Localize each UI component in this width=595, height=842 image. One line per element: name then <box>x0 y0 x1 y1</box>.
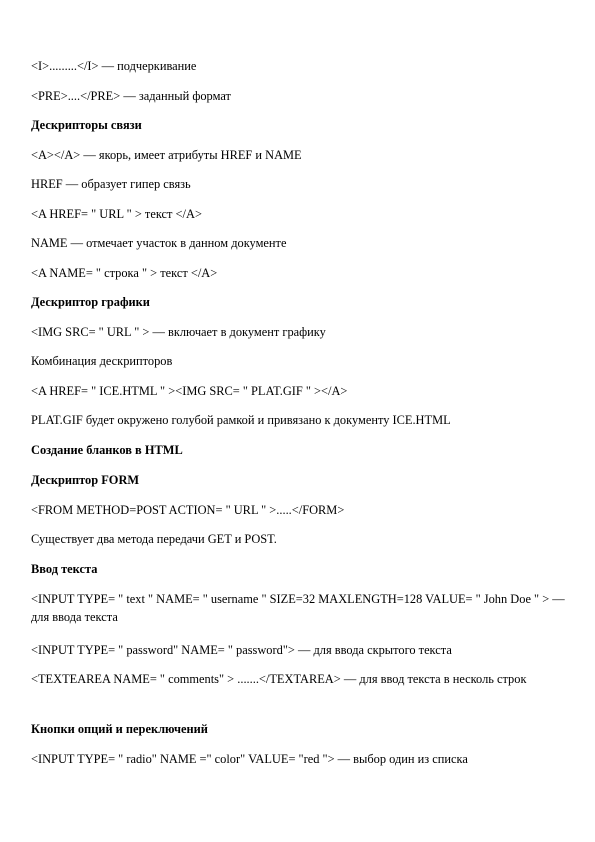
line-input-radio: <INPUT TYPE= " radio" NAME =" color" VALUE= "red "> — выбор один из списка <box>31 752 468 766</box>
line-href-example: <A HREF= " URL " > текст </A> <box>31 207 202 221</box>
line-name: NAME — отмечает участок в данном документе <box>31 236 287 250</box>
heading-text-input: Ввод текста <box>31 562 98 576</box>
heading-form-descriptor: Дескриптор FORM <box>31 473 140 487</box>
line-textarea: <TEXTEAREA NAME= " comments" > .......</TEXTAREA> — для ввод текста в несколь строк <box>31 672 527 686</box>
line-input-text: <INPUT TYPE= " text " NAME= " username " SIZE=32 MAXLENGTH=128 VALUE= " John Doe " > — для ввода текста <box>31 592 565 624</box>
line-combination-example: <A HREF= " ICE.HTML " ><IMG SRC= " PLAT.GIF " ></A> <box>31 384 348 398</box>
line-italic-tag: <I>.........</I> — подчеркивание <box>31 59 197 73</box>
line-plat-gif: PLAT.GIF будет окружено голубой рамкой и привязано к документу ICE.HTML <box>31 413 451 427</box>
line-form-tag: <FROM METHOD=POST ACTION= " URL " >.....</FORM> <box>31 503 345 517</box>
line-anchor-tag: <A></A> — якорь, имеет атрибуты HREF и NAME <box>31 148 302 162</box>
line-href: HREF — образует гипер связь <box>31 177 191 191</box>
line-combination: Комбинация дескрипторов <box>31 354 173 368</box>
heading-buttons: Кнопки опций и переключений <box>31 722 208 736</box>
line-name-example: <A NAME= " строка " > текст </A> <box>31 266 218 280</box>
heading-forms: Создание бланков в HTML <box>31 443 183 457</box>
line-methods: Существует два метода передачи GET и POST. <box>31 532 277 546</box>
heading-link-descriptors: Дескрипторы связи <box>31 118 142 132</box>
line-pre-tag: <PRE>....</PRE> — заданный формат <box>31 89 231 103</box>
heading-graphics-descriptor: Дескриптор графики <box>31 295 150 309</box>
line-input-password: <INPUT TYPE= " password" NAME= " password"> — для ввода скрытого текста <box>31 643 452 657</box>
line-img-tag: <IMG SRC= " URL " > — включает в документ графику <box>31 325 326 339</box>
